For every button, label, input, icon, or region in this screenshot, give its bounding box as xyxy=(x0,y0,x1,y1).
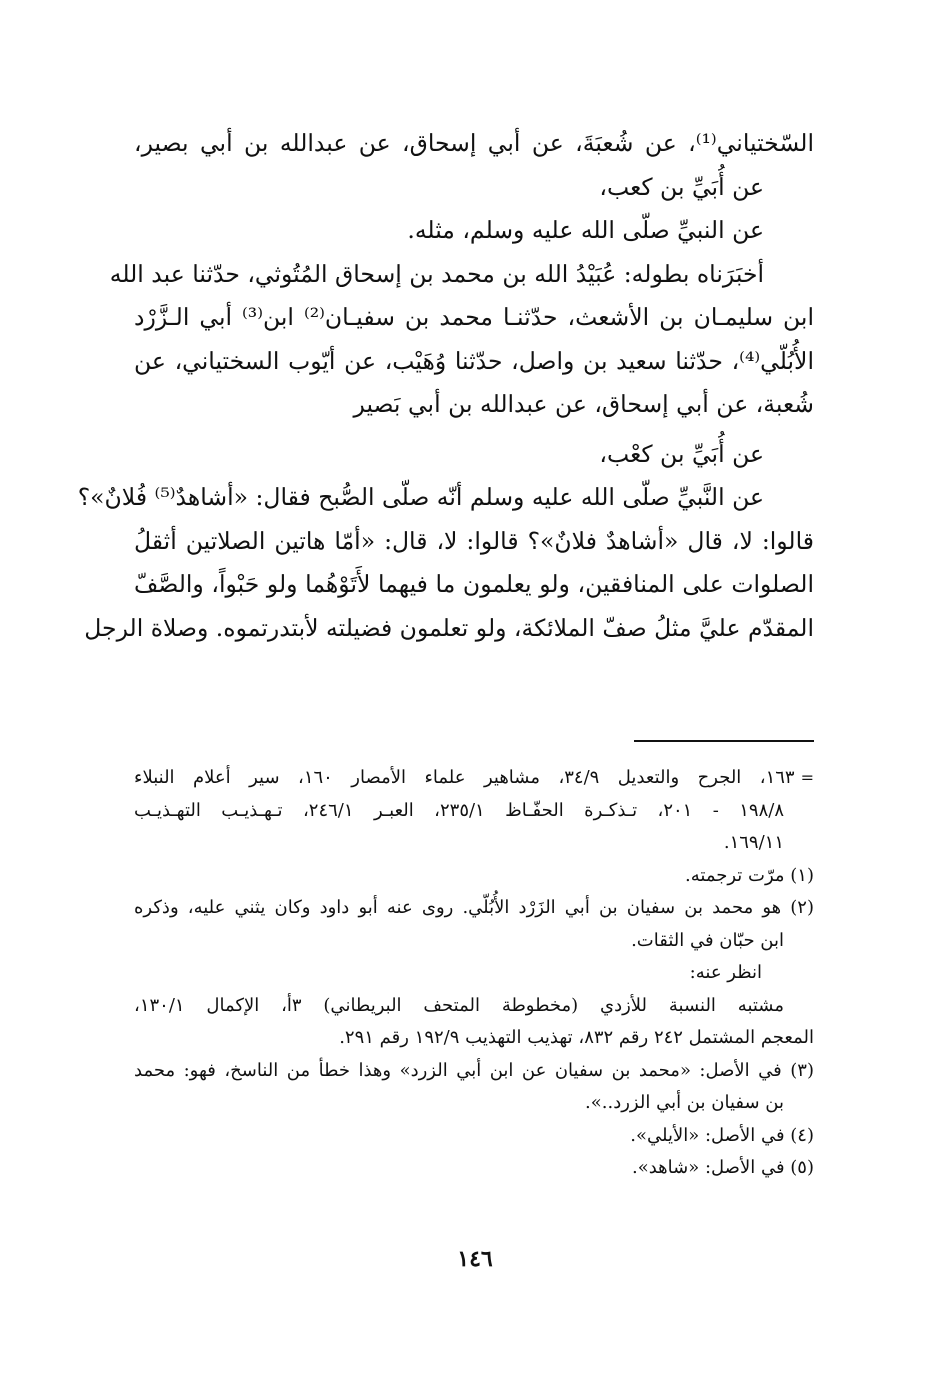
footnote-2: (٢) هو محمد بن سفيان بن أبي الزَرْد الأُبُلّي. روى عنه أبو داود وكان يثني عليه، وذكره xyxy=(134,897,814,918)
footnote-2-cont: ابن حبّان في الثقات. xyxy=(631,929,784,951)
footnote-continued-line xyxy=(134,762,814,795)
text-line: الأُبُلّي⁽⁴⁾، حدّثنا سعيد بن واصل، حدّثنا وُهَيْب، عن أيّوب السختياني، عن xyxy=(134,346,814,375)
footnotes-block xyxy=(134,762,814,1185)
footnote-divider xyxy=(634,740,814,742)
footnote-2-ref: مشتبه النسبة للأزدي (مخطوطة المتحف البريطاني) ٣أ، الإكمال ١٣٠/١، xyxy=(134,994,784,1016)
text-line: قالوا: لا، قال «أشاهدٌ فلانٌ»؟ قالوا: لا، قال: «أمّا هاتين الصلاتين أثقلُ xyxy=(134,526,814,555)
text-line: السّختياني⁽¹⁾، عن شُعبَةَ، عن أبي إسحاق، عن عبدالله بن أبي بصير، xyxy=(134,129,814,157)
text-line: عن النَّبيِّ صلّى الله عليه وسلم أنّه صلّى الصُّبح فقال: «أشاهدٌ⁽⁵⁾ فُلانٌ»؟ xyxy=(77,483,764,511)
text-line: عن أُبَيِّ بن كعْب، xyxy=(599,439,764,468)
main-text-block xyxy=(77,122,815,650)
text-line: عن أُبَيِّ بن كعب، xyxy=(599,172,764,201)
text-line: ابن سليمـان بن الأشعث، حدّثنـا محمد بن سفيـان⁽²⁾ ابن⁽³⁾ أبي الـزَّرْد xyxy=(134,303,815,331)
text-line: أخبَرَناه بطوله: عُبَيْدُ الله بن محمد بن إسحاق المُتُوثي، حدّثنا عبد الله xyxy=(109,259,764,288)
text-line: المقدّم عليَّ مثلُ صفّ الملائكة، ولو تعلمون فضيلته لأبتدرتموه. وصلاة الرجل xyxy=(84,613,814,642)
footnote-1: (١) مرّت ترجمته. xyxy=(685,864,814,886)
text-line: عن النبيِّ صلّى الله عليه وسلم، مثله. xyxy=(407,216,764,244)
text-line: الصلوات على المنافقين، ولو يعلمون ما فيهما لأَتَوْهُما ولو حَبْواً، والصَّفّ xyxy=(134,570,814,598)
footnote-5: (٥) في الأصل: «شاهد». xyxy=(632,1157,814,1178)
continuation-mark: = xyxy=(800,768,814,787)
footnote-3: (٣) في الأصل: «محمد بن سفيان عن ابن أبي الزرد» وهذا خطأ من الناسخ، فهو: محمد xyxy=(134,1059,814,1081)
footnote-continued-line: ١٦٩/١١. xyxy=(723,832,784,853)
footnote-3-cont: بن سفيان بن أبي الزرد..». xyxy=(585,1092,784,1113)
footnote-2-ref: المعجم المشتمل ٢٤٢ رقم ٨٣٢، تهذيب التهذيب ١٩٢/٩ رقم ٢٩١. xyxy=(339,1027,814,1048)
footnote-2-see: انظر عنه: xyxy=(689,962,762,983)
footnote-continued-line: ١٩٨/٨ - ٢٠١، تـذكـرة الحفّـاظ ٢٣٥/١، العبـر ٢٤٦/١، تـهـذيـب التهـذيـب xyxy=(134,799,784,821)
footnote-text: ١٦٣، الجرح والتعديل ٣٤/٩، مشاهير علماء الأمصار ١٦٠، سير أعلام النبلاء xyxy=(134,767,795,788)
footnote-4: (٤) في الأصل: «الأيلي». xyxy=(630,1124,814,1146)
text-line: شُعبة، عن أبي إسحاق، عن عبدالله بن أبي بَصير xyxy=(353,390,814,418)
page-number: ١٤٦ xyxy=(457,1246,493,1272)
